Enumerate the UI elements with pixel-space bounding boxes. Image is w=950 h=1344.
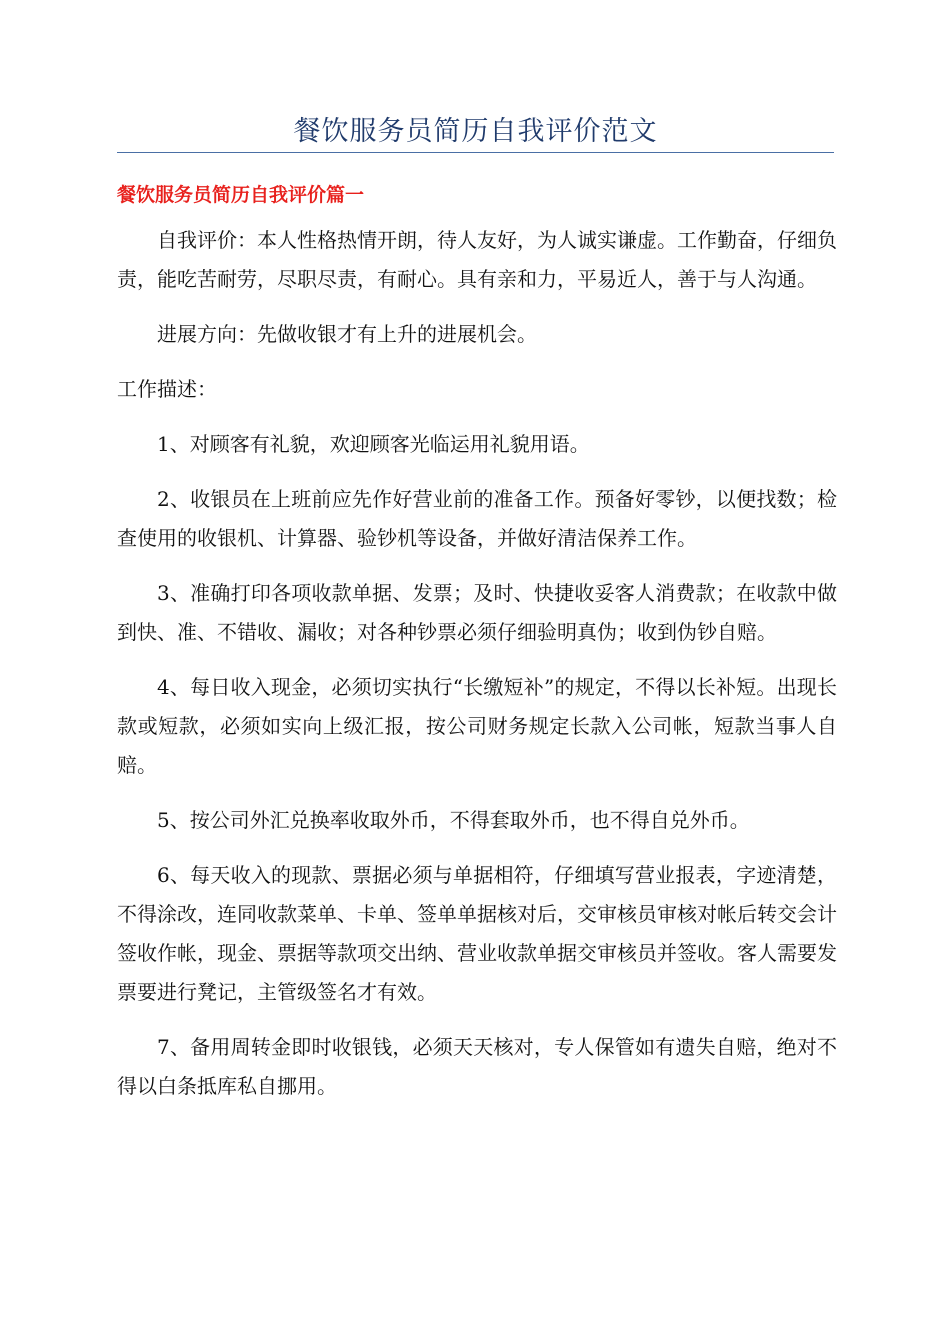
paragraph-development-direction: 进展方向：先做收银才有上升的进展机会。 bbox=[157, 322, 537, 346]
paragraph-self-evaluation: 自我评价：本人性格热情开朗，待人友好，为人诚实谦虚。工作勤奋，仔细负责，能吃苦耐劳，尽职尽责，有耐心。具有亲和力，平易近人，善于与人沟通。 bbox=[117, 228, 837, 291]
paragraph-duty-3: 3、准确打印各项收款单据、发票；及时、快捷收妥客人消费款；在收款中做到快、准、不错收、漏收；对各种钞票必须仔细验明真伪；收到伪钞自赔。 bbox=[117, 581, 837, 644]
section-heading: 餐饮服务员简历自我评价篇一 bbox=[117, 184, 365, 206]
paragraph-duty-5: 5、按公司外汇兑换率收取外币，不得套取外币，也不得自兑外币。 bbox=[157, 808, 750, 832]
paragraph-duty-6: 6、每天收入的现款、票据必须与单据相符，仔细填写营业报表，字迹清楚，不得涂改，连同收款菜单、卡单、签单单据核对后，交审核员审核对帐后转交会计签收作帐，现金、票据等款项交出纳、营业收款单据交审核员并签收。客人需要发票要进行凳记，主管级签名才有效。 bbox=[117, 863, 837, 1004]
paragraph-duty-7: 7、备用周转金即时收银钱，必须天天核对，专人保管如有遗失自赔，绝对不得以白条抵库私自挪用。 bbox=[117, 1035, 837, 1098]
paragraph-job-description-label: 工作描述： bbox=[117, 377, 217, 401]
title-underline bbox=[117, 152, 834, 153]
document-body bbox=[117, 221, 837, 1122]
paragraph-duty-1: 1、对顾客有礼貌，欢迎顾客光临运用礼貌用语。 bbox=[157, 432, 590, 456]
paragraph-duty-2: 2、收银员在上班前应先作好营业前的准备工作。预备好零钞，以便找数；检查使用的收银机、计算器、验钞机等设备，并做好清洁保养工作。 bbox=[117, 487, 837, 550]
document-title: 餐饮服务员简历自我评价范文 bbox=[293, 116, 658, 147]
paragraph-duty-4: 4、每日收入现金，必须切实执行“长缴短补”的规定，不得以长补短。出现长款或短款，必须如实向上级汇报，按公司财务规定长款入公司帐，短款当事人自赔。 bbox=[117, 675, 837, 777]
